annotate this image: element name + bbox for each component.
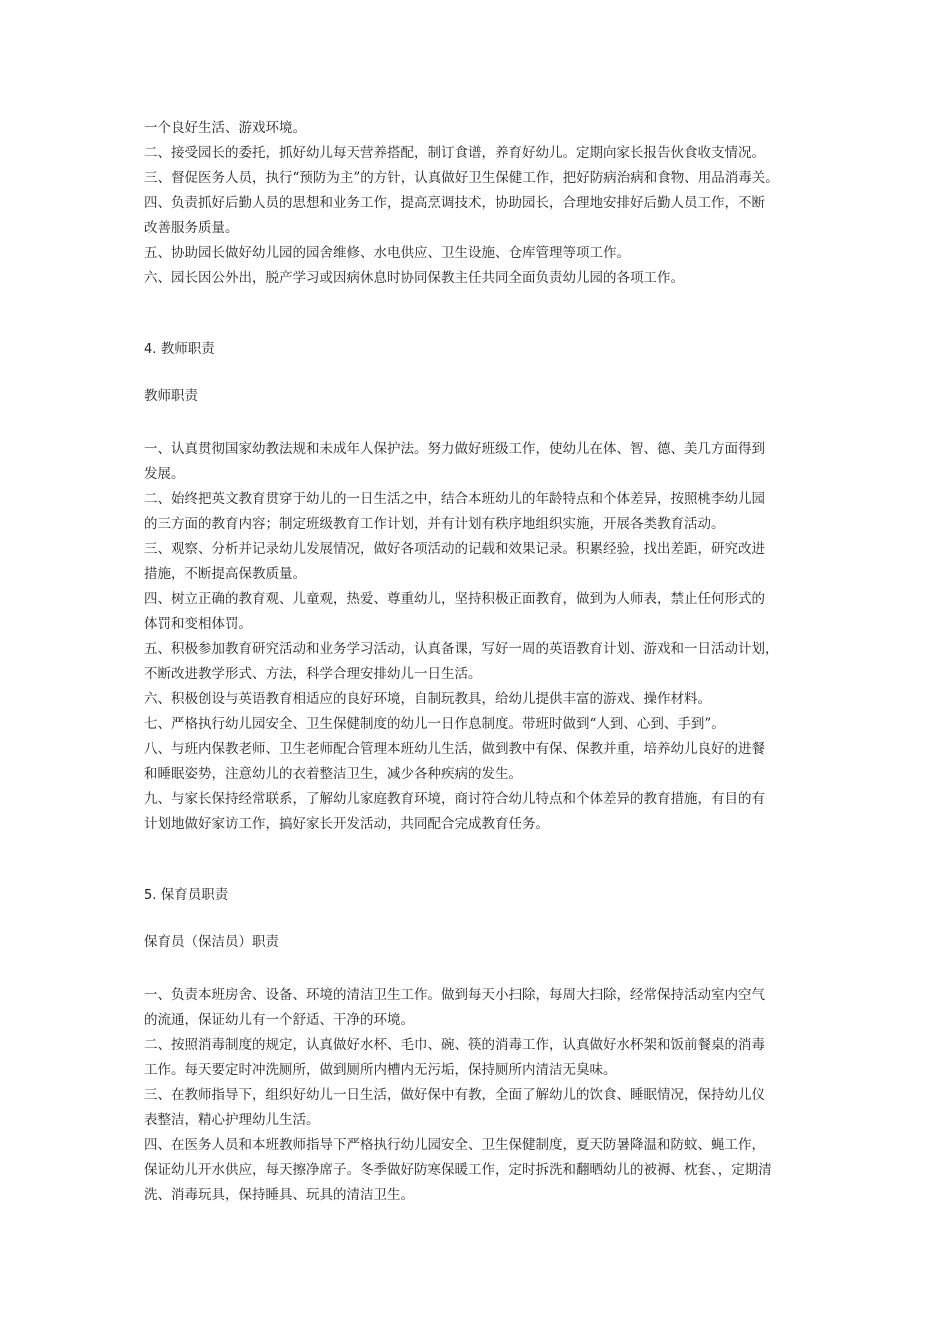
paragraph-line: 工作。每天要定时冲洗厕所，做到厕所内槽内无污垢，保持厕所内清洁无臭味。 <box>144 1062 617 1078</box>
paragraph-line: 表整洁，精心护理幼儿生活。 <box>144 1112 320 1128</box>
paragraph-line: 五、积极参加教育研究活动和业务学习活动，认真备课，写好一周的英语教育计划、游戏和一日活动计划， <box>144 641 779 657</box>
paragraph-line: 三、在教师指导下，组织好幼儿一日生活，做好保中有教，全面了解幼儿的饮食、睡眠情况，保持幼儿仪 <box>144 1087 765 1103</box>
paragraph-line: 的三方面的教育内容；制定班级教育工作计划，并有计划有秩序地组织实施，开展各类教育活动。 <box>144 516 725 532</box>
paragraph-line: 发展。 <box>144 466 185 482</box>
paragraph-line: 九、与家长保持经常联系，了解幼儿家庭教育环境，商讨符合幼儿特点和个体差异的教育措施，有目的有 <box>144 791 765 807</box>
paragraph-line: 六、积极创设与英语教育相适应的良好环境，自制玩教具，给幼儿提供丰富的游戏、操作材料。 <box>144 691 711 707</box>
paragraph-line: 保证幼儿开水供应，每天擦净席子。冬季做好防寒保暖工作，定时拆洗和翻晒幼儿的被褥、枕套、，定期清 <box>144 1162 772 1178</box>
section-title: 保育员职责 <box>160 887 229 903</box>
paragraph-line: 一、认真贯彻国家幼教法规和未成年人保护法。努力做好班级工作，使幼儿在体、智、德、美几方面得到 <box>144 441 765 457</box>
paragraph-line: 不断改进教学形式、方法，科学合理安排幼儿一日生活。 <box>144 666 482 682</box>
section-number: 4. <box>144 342 157 357</box>
paragraph-line: 七、严格执行幼儿园安全、卫生保健制度的幼儿一日作息制度。带班时做到“人到、心到、手到”。 <box>144 716 725 732</box>
paragraph-line: 二、始终把英文教育贯穿于幼儿的一日生活之中，结合本班幼儿的年龄特点和个体差异，按照桃李幼儿园 <box>144 491 765 507</box>
paragraph-line: 二、接受园长的委托，抓好幼儿每天营养搭配，制订食谱，养育好幼儿。定期向家长报告伙食收支情况。 <box>144 145 765 161</box>
paragraph-line: 三、督促医务人员，执行“预防为主”的方针，认真做好卫生保健工作，把好防病治病和食物、用品消毒关。 <box>144 170 779 186</box>
section-heading <box>144 883 810 908</box>
paragraph-line: 措施，不断提高保教质量。 <box>144 566 306 582</box>
paragraph-line: 的流通，保证幼儿有一个舒适、干净的环境。 <box>144 1012 414 1028</box>
section-subtitle: 保育员（保洁员）职责 <box>144 934 279 950</box>
paragraph-line: 四、负责抓好后勤人员的思想和业务工作，提高烹调技术，协助园长，合理地安排好后勤人员工作，不断 <box>144 195 765 211</box>
paragraph-line: 三、观察、分析并记录幼儿发展情况，做好各项活动的记载和效果记录。积累经验，找出差距，研究改进 <box>144 541 765 557</box>
paragraph-line: 四、树立正确的教育观、儿童观，热爱、尊重幼儿，坚持积极正面教育，做到为人师表，禁止任何形式的 <box>144 591 765 607</box>
section-title: 教师职责 <box>160 341 215 357</box>
paragraph-line: 四、在医务人员和本班教师指导下严格执行幼儿园安全、卫生保健制度，夏天防暑降温和防蚊、蝇工作， <box>144 1137 765 1153</box>
paragraph-line: 计划地做好家访工作，搞好家长开发活动，共同配合完成教育任务。 <box>144 816 549 832</box>
paragraph-line: 八、与班内保教老师、卫生老师配合管理本班幼儿生活，做到教中有保、保教并重，培养幼儿良好的进餐 <box>144 741 765 757</box>
paragraph-line: 洗、消毒玩具，保持睡具、玩具的清洁卫生。 <box>144 1187 414 1203</box>
paragraph-line: 五、协助园长做好幼儿园的园舍维修、水电供应、卫生设施、仓库管理等项工作。 <box>144 245 630 261</box>
section-heading <box>144 337 810 362</box>
section-5 <box>144 883 810 1208</box>
paragraph-line: 和睡眠姿势，注意幼儿的衣着整洁卫生，减少各种疾病的发生。 <box>144 766 522 782</box>
paragraph-line: 改善服务质量。 <box>144 220 239 236</box>
section-subtitle: 教师职责 <box>144 388 198 404</box>
paragraph-line: 体罚和变相体罚。 <box>144 616 252 632</box>
document-page <box>144 116 810 1208</box>
paragraph-line: 一个良好生活、游戏环境。 <box>144 120 306 136</box>
section-number: 5. <box>144 888 157 903</box>
paragraph-line: 一、负责本班房舍、设备、环境的清洁卫生工作。做到每天小扫除，每周大扫除，经常保持活动室内空气 <box>144 987 765 1003</box>
section-4 <box>144 337 810 837</box>
paragraph-line: 六、园长因公外出，脱产学习或因病休息时协同保教主任共同全面负责幼儿园的各项工作。 <box>144 270 684 286</box>
paragraph-line: 二、按照消毒制度的规定，认真做好水杯、毛巾、碗、筷的消毒工作，认真做好水杯架和饭前餐桌的消毒 <box>144 1037 765 1053</box>
section-3-tail <box>144 116 810 291</box>
